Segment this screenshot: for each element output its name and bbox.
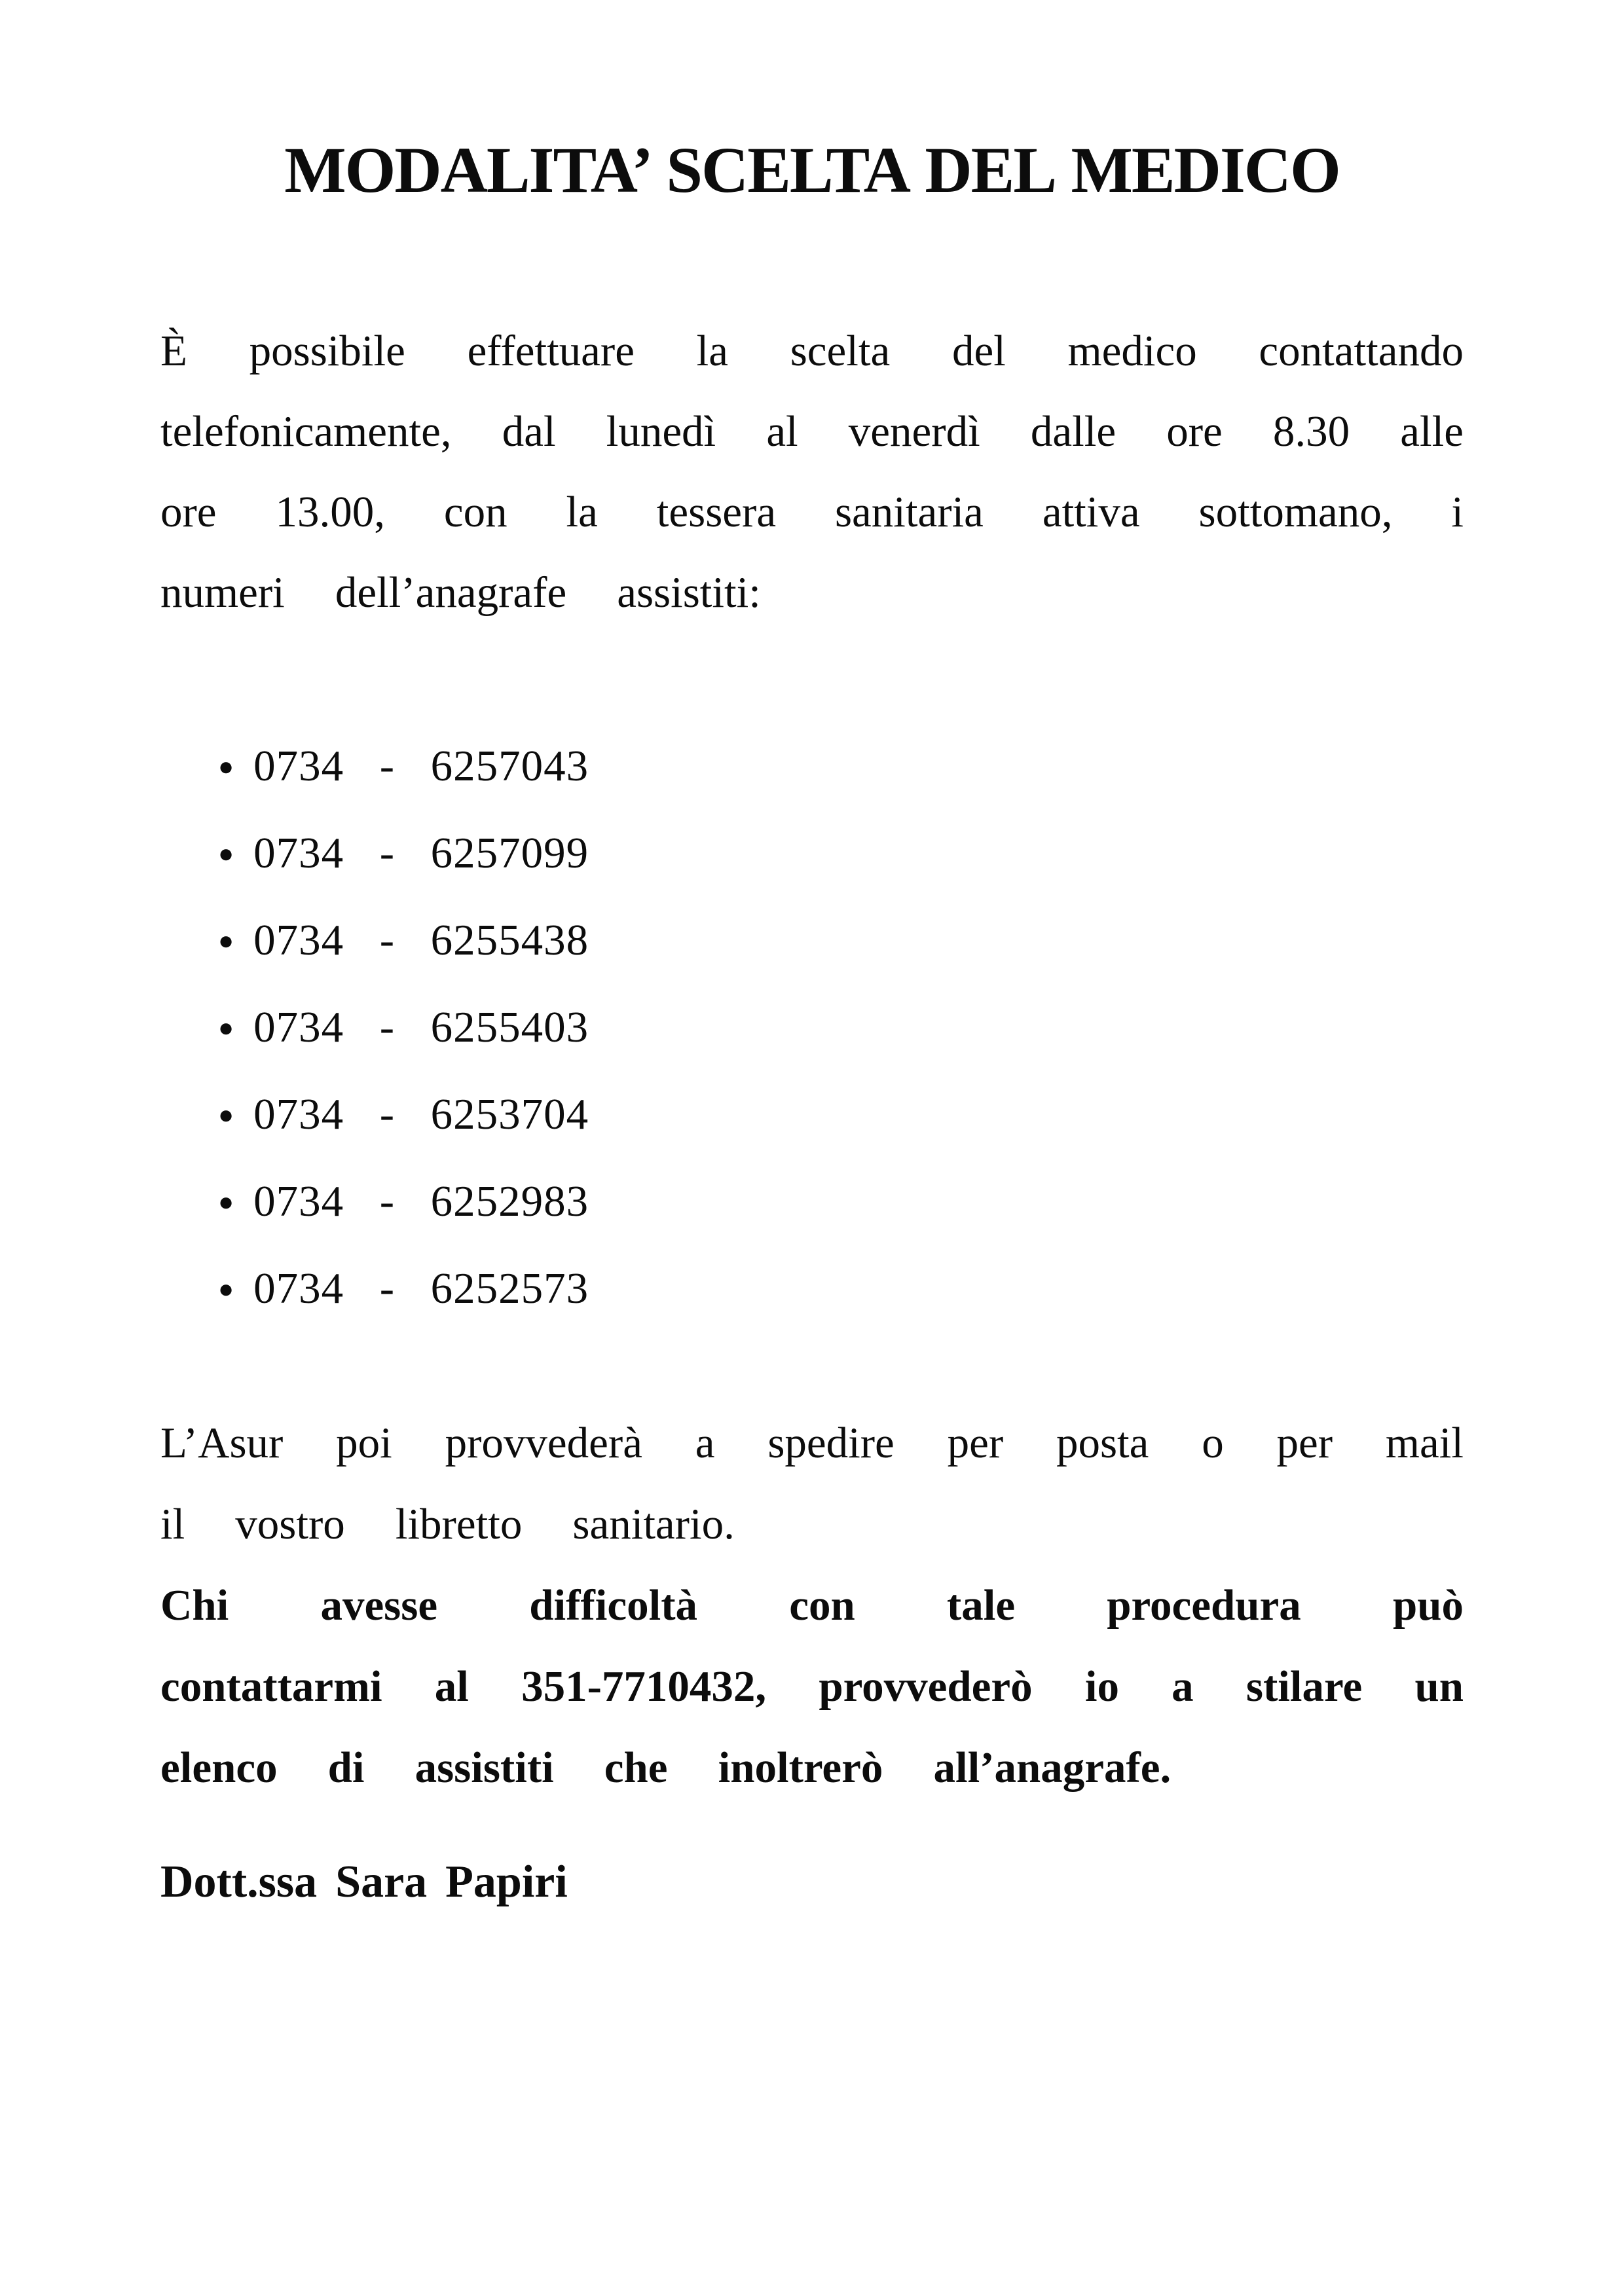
- phone-number: 0734 - 6257099: [253, 829, 589, 877]
- assistance-note: Chi avesse difficoltà con tale procedura può contattarmi al 351-7710432, provvederò io a stilare un elenco di assistiti che inoltrerò all’anagrafe.: [160, 1581, 1464, 1792]
- list-item: [218, 1071, 1464, 1158]
- list-item: [218, 810, 1464, 897]
- list-item: [218, 1245, 1464, 1332]
- mailing-note: L’Asur poi provvederà a spedire per posta o per mail il vostro libretto sanitario.: [160, 1419, 1464, 1548]
- phone-number: 0734 - 6252983: [253, 1177, 589, 1226]
- bullet-icon: ●: [218, 1012, 234, 1042]
- page-title: MODALITA’ SCELTA DEL MEDICO: [284, 134, 1340, 206]
- bullet-icon: ●: [218, 1186, 234, 1216]
- list-item: [218, 723, 1464, 810]
- bullet-icon: ●: [218, 838, 234, 868]
- list-item: [218, 1158, 1464, 1245]
- bullet-icon: ●: [218, 925, 234, 955]
- phone-number: 0734 - 6257043: [253, 742, 589, 790]
- bullet-icon: ●: [218, 751, 234, 781]
- phone-number: 0734 - 6255403: [253, 1003, 589, 1051]
- closing-block: [160, 1402, 1464, 1808]
- list-item: [218, 984, 1464, 1071]
- phone-number: 0734 - 6253704: [253, 1090, 589, 1139]
- bullet-icon: ●: [218, 1099, 234, 1129]
- phone-number-list: [160, 723, 1464, 1332]
- phone-number: 0734 - 6252573: [253, 1264, 589, 1313]
- signature: Dott.ssa Sara Papiri: [160, 1857, 568, 1907]
- phone-number: 0734 - 6255438: [253, 916, 589, 964]
- list-item: [218, 897, 1464, 984]
- bullet-icon: ●: [218, 1273, 234, 1303]
- intro-paragraph: È possibile effettuare la scelta del medico contattando telefonicamente, dal lunedì al venerdì dalle ore 8.30 alle ore 13.00, con la tessera sanitaria attiva sottomano, i numeri dell’anagrafe assistiti:: [160, 327, 1464, 617]
